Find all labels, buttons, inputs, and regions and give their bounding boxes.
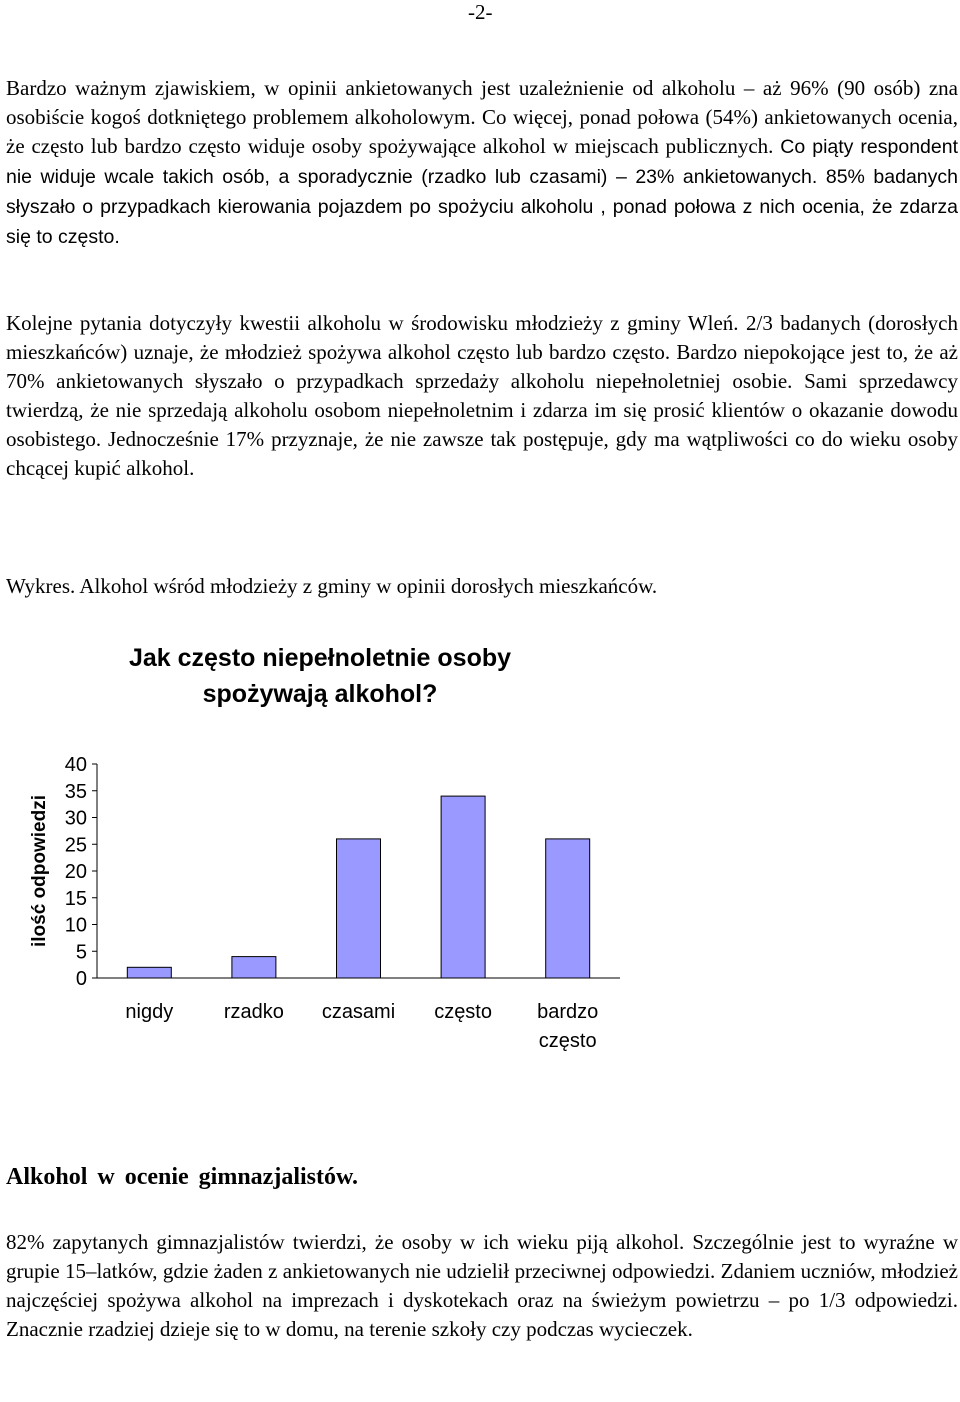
- y-tick-label: 15: [64, 887, 87, 910]
- paragraph-addiction-part2: Co piąty respondent nie widuje wcale takich osób, a sporadycznie (rzadko lub czasami) – 23% ankietowanych. 85% badanych słyszało o przypadkach kierowania pojazdem po spożyciu alkoholu , ponad połowa z nich ocenia, że zdarza się to często.: [6, 136, 958, 248]
- y-tick-label: 35: [64, 780, 87, 803]
- y-tick-label: 30: [64, 807, 87, 830]
- paragraph-addiction-part1: Bardzo ważnym zjawiskiem, w opinii ankietowanych jest uzależnienie od alkoholu – aż 96% (90 osób) zna osobiście kogoś dotkniętego problemem alkoholowym. Co więcej, ponad połowa (54%) ankietowanych ocenia, że często lub bardzo często widuje osoby spożywające alkohol w miejscach publicznych.: [6, 76, 958, 158]
- bar-2: [337, 839, 381, 978]
- paragraph-addiction: [6, 74, 958, 252]
- bar-chart: [0, 630, 640, 1070]
- bar-0: [127, 967, 171, 978]
- y-axis-label: ilość odpowiedzi: [29, 794, 50, 948]
- y-tick-label: 5: [75, 941, 87, 964]
- x-tick-label: rzadko: [223, 1001, 284, 1023]
- y-tick-label: 25: [64, 834, 87, 857]
- bar-4: [546, 839, 590, 978]
- section-heading: Alkohol w ocenie gimnazjalistów.: [6, 1164, 358, 1190]
- y-tick-label: 10: [64, 914, 87, 937]
- x-tick-label: często: [434, 1001, 493, 1023]
- chart-title-line1: Jak często niepełnoletnie osoby: [128, 644, 512, 672]
- chart-title-line2: spożywają alkohol?: [202, 680, 438, 708]
- paragraph-students: 82% zapytanych gimnazjalistów twierdzi, że osoby w ich wieku piją alkohol. Szczególnie jest to wyraźne w grupie 15–latków, gdzie żaden z ankietowanych nie udzielił przeciwnej odpowiedzi. Zdaniem uczniów, młodzież najczęściej spożywa alkohol na imprezach i dyskotekach oraz na świeżym powietrzu – po 1/3 odpowiedzi. Znacznie rzadziej dzieje się to w domu, na terenie szkoły czy podczas wycieczek.: [6, 1230, 958, 1341]
- y-tick-label: 40: [64, 754, 87, 776]
- bar-3: [441, 796, 485, 978]
- x-tick-label: czasami: [321, 1001, 396, 1023]
- x-tick-label: bardzo: [537, 1001, 599, 1023]
- bar-1: [232, 957, 276, 978]
- x-tick-label-line2: często: [538, 1030, 597, 1052]
- x-tick-label: nigdy: [125, 1001, 174, 1023]
- paragraph-youth: Kolejne pytania dotyczyły kwestii alkoholu w środowisku młodzieży z gminy Wleń. 2/3 badanych (dorosłych mieszkańców) uznaje, że młodzież spożywa alkohol często lub bardzo często. Bardzo niepokojące jest to, że aż 70% ankietowanych słyszało o przypadkach sprzedaży alkoholu niepełnoletniej osobie. Sami sprzedawcy twierdzą, że nie sprzedają alkoholu osobom niepełnoletnim i zdarza im się prosić klientów o okazanie dowodu osobistego. Jednocześnie 17% przyznaje, że nie zawsze tak postępuje, gdy ma wątpliwości co do wieku osoby chcącej kupić alkohol.: [6, 311, 958, 480]
- figure-caption: Wykres. Alkohol wśród młodzieży z gminy w opinii dorosłych mieszkańców.: [6, 574, 658, 598]
- y-tick-label: 0: [75, 968, 87, 990]
- y-tick-label: 20: [64, 861, 87, 883]
- page-number: -2-: [468, 0, 493, 24]
